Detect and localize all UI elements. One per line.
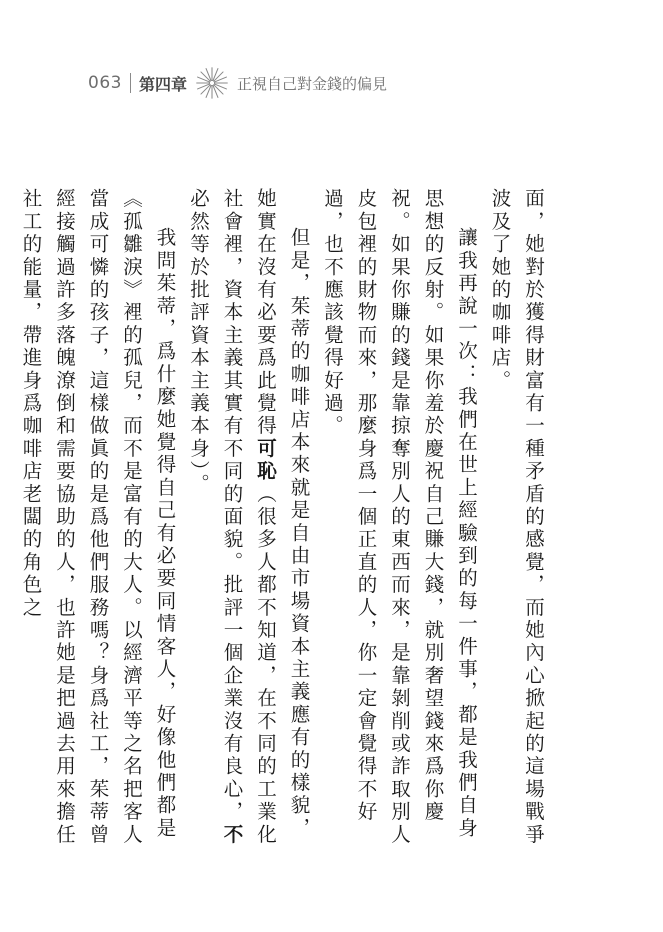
section-title: 正視自己對金錢的偏見 — [236, 74, 387, 93]
page-number: 063 — [88, 73, 122, 93]
star-burst-icon — [195, 66, 229, 100]
paragraph-3-text-e: 必然等於批評資本主義本身）。 — [187, 188, 210, 497]
running-header — [88, 68, 387, 98]
paragraph-3 — [182, 188, 316, 848]
page-body — [19, 188, 550, 848]
chapter-label: 第四章 — [138, 74, 187, 94]
emphasis-not: 不 — [220, 823, 244, 847]
paragraph-2: 讓我再說一次：我們在世上經驗到的每一件事，都是我們自身思想的反射。如果你羞於慶祝自己賺大錢，就別奢望錢來爲你慶祝。如果你賺的錢是靠掠奪別人的東西而來，是靠剝削或詐取別人皮包裡的財物而來，那麼身爲一個正直的人，你一定會覺得不好過，也不應該覺得好過。 — [321, 188, 478, 847]
paragraph-4: 我問茱蒂，爲什麼她覺得自己有必要同情客人，好像他們都是《孤雛淚》裡的孤兒，而不是富有的大人。以經濟平等之名把客人當成可憐的孩子，這樣做眞的是爲他們服務嗎？身爲社工，茱蒂曾經接觸過許多落魄潦倒和需要協助的人，也許她是把過去用來擔任社工的能量，帶進身爲咖啡店老闆的角色之 — [19, 188, 177, 847]
header-divider — [130, 73, 131, 93]
paragraph-3-text-a: 但是，茱蒂的咖啡店本來就是自由市場資本主義應有的樣貌，她實在沒有必要爲此覺得 — [254, 188, 311, 840]
paragraph-3-text-c: （很多人都不知道，在不同的工業化社會裡，資本主義其實有不同的面貌。批評一個企業沒有良心， — [220, 188, 277, 847]
emphasis-shameful: 可恥 — [254, 437, 277, 484]
paragraph-1: 面，她對於獲得財富有一種矛盾的感覺，而她內心掀起的這場戰爭波及了她的咖啡店。 — [488, 188, 545, 847]
